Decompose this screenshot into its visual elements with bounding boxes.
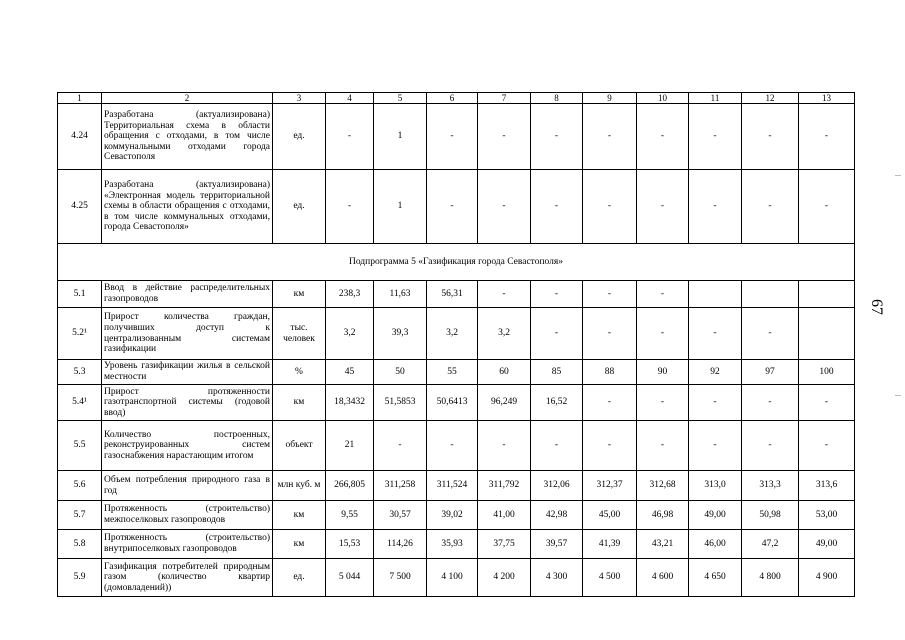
- table-body: [58, 93, 855, 597]
- unit-cell: млн куб. м: [273, 471, 326, 501]
- value-cell: -: [637, 104, 689, 170]
- margin-mark: [895, 175, 901, 176]
- value-cell: 1: [374, 170, 427, 244]
- value-cell: [799, 308, 855, 360]
- column-number: 9: [583, 93, 637, 104]
- value-cell: -: [583, 421, 637, 471]
- value-cell: -: [637, 421, 689, 471]
- row-number: 5.6: [58, 471, 102, 501]
- value-cell: 51,5853: [374, 385, 427, 421]
- row-number: 4.24: [58, 104, 102, 170]
- margin-mark: [895, 395, 901, 396]
- value-cell: 41,39: [583, 530, 637, 559]
- indicator-name: Прирост протяженности газотранспортной системы (годовой ввод): [102, 385, 273, 421]
- value-cell: 311,792: [478, 471, 531, 501]
- value-cell: -: [326, 104, 374, 170]
- value-cell: -: [689, 170, 742, 244]
- value-cell: -: [742, 385, 799, 421]
- value-cell: 85: [531, 360, 583, 385]
- value-cell: 35,93: [427, 530, 478, 559]
- column-number: 7: [478, 93, 531, 104]
- row-number: 5.2¹: [58, 308, 102, 360]
- value-cell: 11,63: [374, 281, 427, 308]
- value-cell: -: [742, 421, 799, 471]
- value-cell: 50: [374, 360, 427, 385]
- subprogram-row: [58, 244, 855, 281]
- column-number: 5: [374, 93, 427, 104]
- value-cell: 96,249: [478, 385, 531, 421]
- value-cell: -: [742, 308, 799, 360]
- value-cell: 312,37: [583, 471, 637, 501]
- value-cell: -: [689, 385, 742, 421]
- table-row: [58, 530, 855, 559]
- value-cell: 100: [799, 360, 855, 385]
- value-cell: 53,00: [799, 501, 855, 530]
- value-cell: 56,31: [427, 281, 478, 308]
- value-cell: -: [583, 308, 637, 360]
- unit-cell: км: [273, 385, 326, 421]
- value-cell: -: [478, 421, 531, 471]
- value-cell: -: [742, 170, 799, 244]
- indicators-table: [57, 92, 855, 597]
- value-cell: 16,52: [531, 385, 583, 421]
- value-cell: -: [531, 421, 583, 471]
- indicator-name: Газификация потребителей природным газом (количество квартир (домовладений)): [102, 559, 273, 597]
- value-cell: -: [427, 421, 478, 471]
- column-number: 11: [689, 93, 742, 104]
- value-cell: 4 500: [583, 559, 637, 597]
- value-cell: -: [689, 104, 742, 170]
- indicator-name: Уровень газификации жилья в сельской местности: [102, 360, 273, 385]
- value-cell: 90: [637, 360, 689, 385]
- column-number: 12: [742, 93, 799, 104]
- table-row: [58, 501, 855, 530]
- value-cell: -: [478, 170, 531, 244]
- row-number: 5.3: [58, 360, 102, 385]
- value-cell: -: [531, 281, 583, 308]
- value-cell: 21: [326, 421, 374, 471]
- value-cell: 46,98: [637, 501, 689, 530]
- row-number: 5.9: [58, 559, 102, 597]
- table-row: [58, 104, 855, 170]
- value-cell: 39,02: [427, 501, 478, 530]
- value-cell: 55: [427, 360, 478, 385]
- unit-cell: км: [273, 530, 326, 559]
- value-cell: 311,524: [427, 471, 478, 501]
- value-cell: [742, 281, 799, 308]
- value-cell: -: [583, 281, 637, 308]
- column-number: 1: [58, 93, 102, 104]
- value-cell: -: [478, 104, 531, 170]
- value-cell: 313,0: [689, 471, 742, 501]
- page-number: 67: [868, 299, 885, 315]
- value-cell: 88: [583, 360, 637, 385]
- value-cell: 4 200: [478, 559, 531, 597]
- row-number: 5.7: [58, 501, 102, 530]
- table-row: [58, 385, 855, 421]
- subprogram-title: Подпрограмма 5 «Газификация города Севастополя»: [58, 244, 855, 281]
- value-cell: 50,6413: [427, 385, 478, 421]
- indicator-name: Прирост количества граждан, получивших доступ к централизованным системам газификации: [102, 308, 273, 360]
- value-cell: -: [583, 385, 637, 421]
- unit-cell: ед.: [273, 559, 326, 597]
- value-cell: 4 600: [637, 559, 689, 597]
- value-cell: -: [326, 170, 374, 244]
- value-cell: 41,00: [478, 501, 531, 530]
- value-cell: 3,2: [326, 308, 374, 360]
- value-cell: -: [799, 104, 855, 170]
- value-cell: 92: [689, 360, 742, 385]
- value-cell: 313,3: [742, 471, 799, 501]
- value-cell: 50,98: [742, 501, 799, 530]
- value-cell: -: [427, 104, 478, 170]
- value-cell: [799, 281, 855, 308]
- column-number: 6: [427, 93, 478, 104]
- value-cell: [689, 281, 742, 308]
- value-cell: 1: [374, 104, 427, 170]
- value-cell: 39,57: [531, 530, 583, 559]
- column-number: 2: [102, 93, 273, 104]
- row-number: 5.8: [58, 530, 102, 559]
- value-cell: -: [799, 170, 855, 244]
- value-cell: -: [637, 281, 689, 308]
- value-cell: 5 044: [326, 559, 374, 597]
- column-number: 3: [273, 93, 326, 104]
- table-row: [58, 559, 855, 597]
- column-number: 10: [637, 93, 689, 104]
- value-cell: 49,00: [689, 501, 742, 530]
- value-cell: -: [374, 421, 427, 471]
- table-row: [58, 308, 855, 360]
- row-number: 5.4¹: [58, 385, 102, 421]
- value-cell: 39,3: [374, 308, 427, 360]
- value-cell: 30,57: [374, 501, 427, 530]
- table-row: [58, 471, 855, 501]
- value-cell: -: [742, 104, 799, 170]
- unit-cell: ед.: [273, 104, 326, 170]
- value-cell: 4 100: [427, 559, 478, 597]
- indicator-name: Протяженность (строительство) внутрипоселковых газопроводов: [102, 530, 273, 559]
- value-cell: -: [531, 308, 583, 360]
- value-cell: 47,2: [742, 530, 799, 559]
- value-cell: 45: [326, 360, 374, 385]
- unit-cell: %: [273, 360, 326, 385]
- value-cell: 4 900: [799, 559, 855, 597]
- value-cell: -: [689, 421, 742, 471]
- table-row: [58, 360, 855, 385]
- row-number: 5.5: [58, 421, 102, 471]
- value-cell: 42,98: [531, 501, 583, 530]
- value-cell: -: [637, 308, 689, 360]
- value-cell: 46,00: [689, 530, 742, 559]
- table-row: [58, 421, 855, 471]
- value-cell: 18,3432: [326, 385, 374, 421]
- value-cell: 312,06: [531, 471, 583, 501]
- value-cell: 15,53: [326, 530, 374, 559]
- indicator-name: Разработана (актуализирована) Территориальная схема в области обращения с отходами, в том числе коммунальными отходами города Севастополя: [102, 104, 273, 170]
- value-cell: -: [799, 385, 855, 421]
- value-cell: -: [637, 170, 689, 244]
- value-cell: 4 300: [531, 559, 583, 597]
- value-cell: 4 800: [742, 559, 799, 597]
- value-cell: 313,6: [799, 471, 855, 501]
- value-cell: -: [689, 308, 742, 360]
- indicator-name: Разработана (актуализирована) «Электронная модель территориальной схемы в области обращения с отходами, в том числе коммунальных отходами, города Севастополя»: [102, 170, 273, 244]
- value-cell: 312,68: [637, 471, 689, 501]
- row-number: 5.1: [58, 281, 102, 308]
- value-cell: 9,55: [326, 501, 374, 530]
- indicator-name: Ввод в действие распределительных газопроводов: [102, 281, 273, 308]
- column-number: 8: [531, 93, 583, 104]
- value-cell: -: [478, 281, 531, 308]
- value-cell: 266,805: [326, 471, 374, 501]
- value-cell: 3,2: [427, 308, 478, 360]
- value-cell: 97: [742, 360, 799, 385]
- indicator-name: Объем потребления природного газа в год: [102, 471, 273, 501]
- value-cell: -: [531, 104, 583, 170]
- value-cell: -: [583, 170, 637, 244]
- unit-cell: ед.: [273, 170, 326, 244]
- value-cell: 37,75: [478, 530, 531, 559]
- unit-cell: объект: [273, 421, 326, 471]
- value-cell: -: [531, 170, 583, 244]
- indicator-name: Протяженность (строительство) межпоселковых газопроводов: [102, 501, 273, 530]
- unit-cell: тыс. человек: [273, 308, 326, 360]
- value-cell: 3,2: [478, 308, 531, 360]
- indicator-name: Количество построенных, реконструированных систем газоснабжения нарастающим итогом: [102, 421, 273, 471]
- value-cell: -: [427, 170, 478, 244]
- unit-cell: км: [273, 281, 326, 308]
- value-cell: -: [637, 385, 689, 421]
- row-number: 4.25: [58, 170, 102, 244]
- value-cell: 60: [478, 360, 531, 385]
- value-cell: 49,00: [799, 530, 855, 559]
- table-row: [58, 170, 855, 244]
- value-cell: 238,3: [326, 281, 374, 308]
- value-cell: -: [583, 104, 637, 170]
- unit-cell: км: [273, 501, 326, 530]
- value-cell: 311,258: [374, 471, 427, 501]
- column-number: 4: [326, 93, 374, 104]
- table-row: [58, 281, 855, 308]
- value-cell: 43,21: [637, 530, 689, 559]
- value-cell: -: [799, 421, 855, 471]
- value-cell: 7 500: [374, 559, 427, 597]
- value-cell: 45,00: [583, 501, 637, 530]
- value-cell: 4 650: [689, 559, 742, 597]
- column-number: 13: [799, 93, 855, 104]
- value-cell: 114,26: [374, 530, 427, 559]
- column-number-row: [58, 93, 855, 104]
